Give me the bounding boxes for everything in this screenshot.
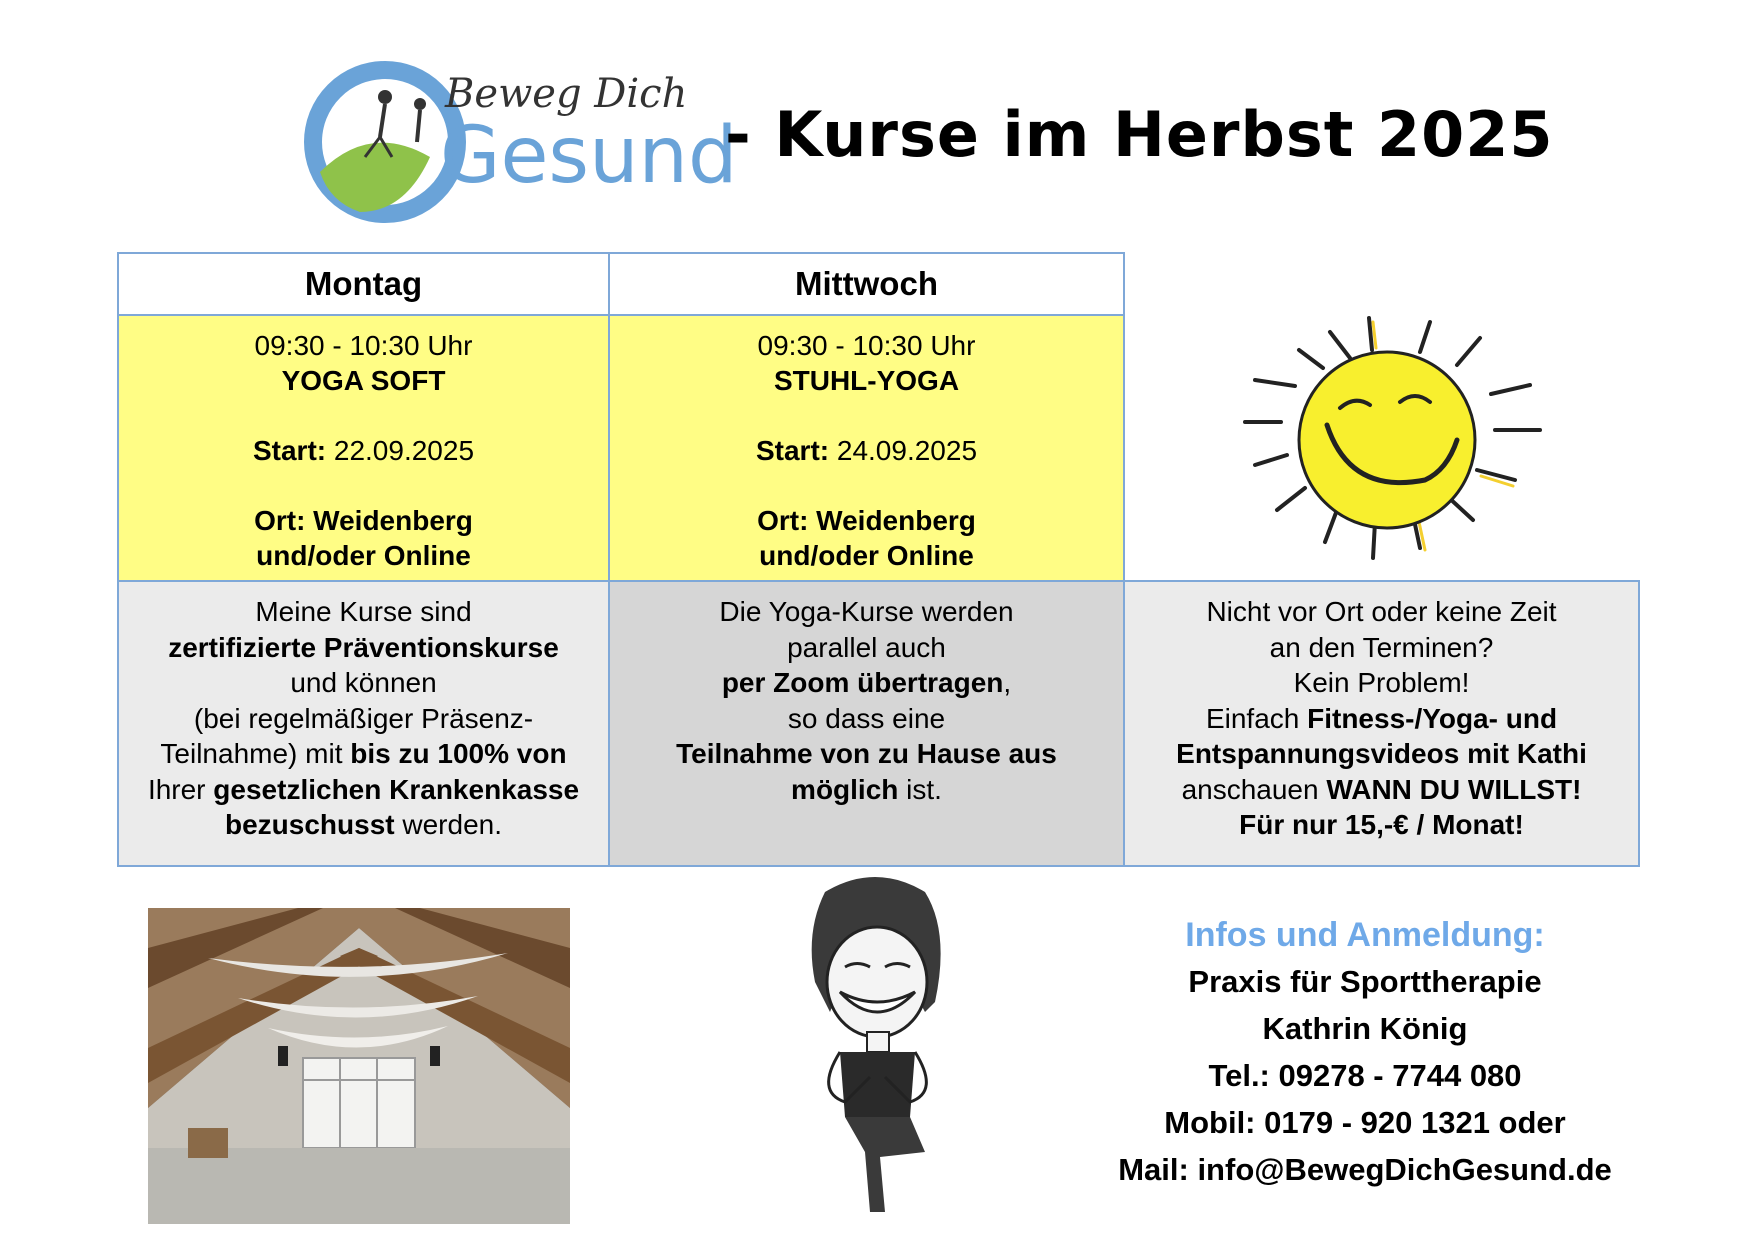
info-certified-cell (117, 580, 610, 867)
zoom-line-1: Die Yoga-Kurse werden (719, 596, 1014, 627)
certified-line-3: und können (290, 667, 437, 698)
videos-line-6 (1125, 772, 1638, 808)
wednesday-start-date: 24.09.2025 (836, 435, 978, 466)
contact-tel: Tel.: 09278 - 7744 080 (1208, 1058, 1522, 1093)
info-zoom-cell (608, 580, 1125, 867)
page-title: - Kurse im Herbst 2025 (725, 98, 1554, 171)
certified-line-7b: werden. (394, 809, 502, 840)
certified-line-2: zertifizierte Präventionskurse (168, 631, 559, 663)
certified-line-7a: bezuschusst (224, 809, 395, 840)
zoom-line-4: so dass eine (787, 702, 946, 734)
monday-course-name: YOGA SOFT (281, 365, 446, 396)
wednesday-start-label: Start: (755, 435, 830, 466)
contact-name: Kathrin König (1262, 1011, 1468, 1046)
zoom-line-5: Teilnahme von zu Hause aus (676, 738, 1057, 769)
wednesday-course-name: STUHL-YOGA (773, 365, 960, 396)
videos-line-6b: WANN DU WILLST! (1326, 773, 1582, 805)
sun-icon (1215, 310, 1560, 585)
videos-line-4b: Fitness-/Yoga- und (1307, 702, 1558, 734)
zoom-line-6a: möglich (791, 773, 899, 805)
videos-line-1: Nicht vor Ort oder keine Zeit (1206, 596, 1557, 627)
videos-line-2: an den Terminen? (1269, 631, 1494, 663)
zoom-line-6b: ist. (898, 773, 942, 805)
wednesday-header: Mittwoch (608, 252, 1125, 316)
certified-line-1: Meine Kurse sind (255, 596, 472, 627)
info-videos-cell (1123, 580, 1640, 867)
videos-line-3: Kein Problem! (1293, 667, 1470, 698)
monday-start-date: 22.09.2025 (333, 435, 475, 466)
zoom-line-6 (610, 772, 1123, 808)
videos-line-4 (1125, 701, 1638, 737)
zoom-line-3b: , (1003, 667, 1012, 698)
wednesday-time: 09:30 - 10:30 Uhr (757, 330, 976, 361)
contact-practice: Praxis für Sporttherapie (1188, 964, 1542, 999)
wednesday-location-1: Ort: Weidenberg (757, 505, 976, 536)
certified-line-5b: bis zu 100% von (350, 738, 567, 769)
certified-line-5a: Teilnahme) mit (160, 738, 351, 769)
yoga-figure-illustration (785, 872, 965, 1222)
monday-time: 09:30 - 10:30 Uhr (254, 330, 473, 361)
logo (300, 62, 738, 242)
monday-start-label: Start: (252, 435, 327, 466)
monday-header: Montag (117, 252, 610, 316)
videos-line-4a: Einfach (1205, 702, 1308, 734)
contact-heading: Infos und Anmeldung: (1185, 916, 1545, 954)
certified-line-4: (bei regelmäßiger Präsenz- (193, 702, 534, 734)
zoom-line-3 (610, 665, 1123, 701)
contact-mail: Mail: info@BewegDichGesund.de (1118, 1152, 1612, 1187)
zoom-line-3a: per Zoom übertragen (721, 667, 1004, 698)
videos-line-6a: anschauen (1181, 773, 1327, 805)
logo-text-line1: Beweg Dich (445, 71, 688, 117)
monday-course-cell (117, 314, 610, 582)
wednesday-course-cell (608, 314, 1125, 582)
certified-line-6b: gesetzlichen Krankenkasse (213, 773, 580, 805)
contact-block (1080, 912, 1650, 1193)
certified-line-5 (119, 736, 608, 772)
certified-line-6 (119, 772, 608, 808)
monday-start (119, 433, 608, 468)
wednesday-location-2: und/oder Online (759, 540, 974, 571)
wednesday-start (610, 433, 1123, 468)
certified-line-6a: Ihrer (147, 773, 214, 805)
contact-mobile: Mobil: 0179 - 920 1321 oder (1164, 1105, 1566, 1140)
monday-location-1: Ort: Weidenberg (254, 505, 473, 536)
certified-line-7 (119, 807, 608, 843)
room-photo (148, 908, 570, 1224)
videos-line-7: Für nur 15,-€ / Monat! (1239, 809, 1524, 840)
logo-text-line2: Gesund (440, 111, 738, 201)
videos-line-5: Entspannungsvideos mit Kathi (1176, 738, 1587, 769)
zoom-line-2: parallel auch (787, 631, 946, 663)
monday-location-2: und/oder Online (256, 540, 471, 571)
